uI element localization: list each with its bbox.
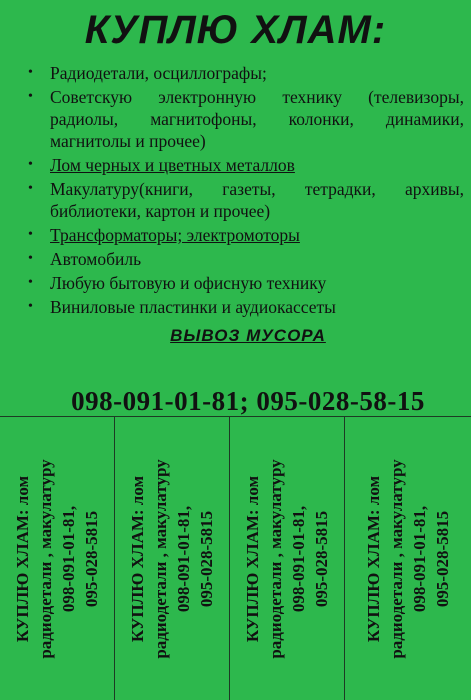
tear-off-tab[interactable]	[345, 417, 471, 700]
tab-line: 095-028-5815	[82, 510, 101, 607]
list-item-text: Трансформаторы; электромоторы	[50, 225, 300, 245]
tab-line: 095-028-5815	[312, 510, 331, 607]
list-item-text: Макулатуру(книги, газеты, тетрадки, архивы, библиотеки, картон и прочее)	[50, 179, 464, 221]
list-item	[28, 154, 464, 176]
bullet-icon: •	[28, 181, 33, 196]
tab-line: 098-091-01-81,	[174, 505, 193, 612]
list-item	[28, 86, 464, 152]
tab-text	[362, 425, 454, 693]
tab-text	[11, 425, 103, 693]
bullet-icon: •	[28, 65, 33, 80]
list-item-text: Лом черных и цветных металлов	[50, 155, 295, 175]
tear-off-tab[interactable]	[0, 417, 115, 700]
list-item-text: Автомобиль	[50, 249, 142, 269]
list-item-text: Виниловые пластинки и аудиокассеты	[50, 297, 336, 317]
tab-line: 098-091-01-81,	[289, 505, 308, 612]
bullet-icon: •	[28, 157, 33, 172]
bullet-icon: •	[28, 275, 33, 290]
tab-line: 095-028-5815	[197, 510, 216, 607]
tab-text	[241, 425, 333, 693]
tab-line: КУПЛЮ ХЛАМ: лом	[243, 475, 262, 642]
tab-line: радиодетали , макулатуру	[36, 458, 55, 659]
tab-line: радиодетали , макулатуру	[387, 458, 406, 659]
tab-line: радиодетали , макулатуру	[266, 458, 285, 659]
list-item-text: Любую бытовую и офисную технику	[50, 273, 327, 293]
bullet-icon: •	[28, 227, 33, 242]
flyer-title: КУПЛЮ ХЛАМ:	[84, 8, 387, 52]
bullet-icon: •	[28, 251, 33, 266]
bullet-icon: •	[28, 299, 33, 314]
tab-line: КУПЛЮ ХЛАМ: лом	[13, 475, 32, 642]
list-item	[28, 248, 464, 270]
list-item	[28, 272, 464, 294]
bullet-icon: •	[28, 89, 33, 104]
tab-line: 095-028-5815	[433, 510, 452, 607]
phone-numbers: 098-091-01-81; 095-028-58-15	[71, 386, 425, 416]
tab-line: радиодетали , макулатуру	[151, 458, 170, 659]
items-list	[28, 62, 464, 320]
tab-line: КУПЛЮ ХЛАМ: лом	[364, 475, 383, 642]
list-item	[28, 62, 464, 84]
tab-line: 098-091-01-81,	[59, 505, 78, 612]
tear-off-tab[interactable]	[230, 417, 345, 700]
list-item	[28, 224, 464, 246]
garbage-removal-heading: ВЫВОЗ МУСОРА	[170, 326, 326, 345]
list-item	[28, 296, 464, 318]
list-item-text: Советскую электронную технику (телевизоры, радиолы, магнитофоны, колонки, динамики, магнитолы и прочее)	[50, 87, 464, 151]
tab-line: 098-091-01-81,	[410, 505, 429, 612]
tab-line: КУПЛЮ ХЛАМ: лом	[128, 475, 147, 642]
tab-text	[126, 425, 218, 693]
tear-off-tabs	[0, 416, 471, 700]
list-item-text: Радиодетали, осциллографы;	[50, 63, 267, 83]
list-item	[28, 178, 464, 222]
tear-off-tab[interactable]	[115, 417, 230, 700]
